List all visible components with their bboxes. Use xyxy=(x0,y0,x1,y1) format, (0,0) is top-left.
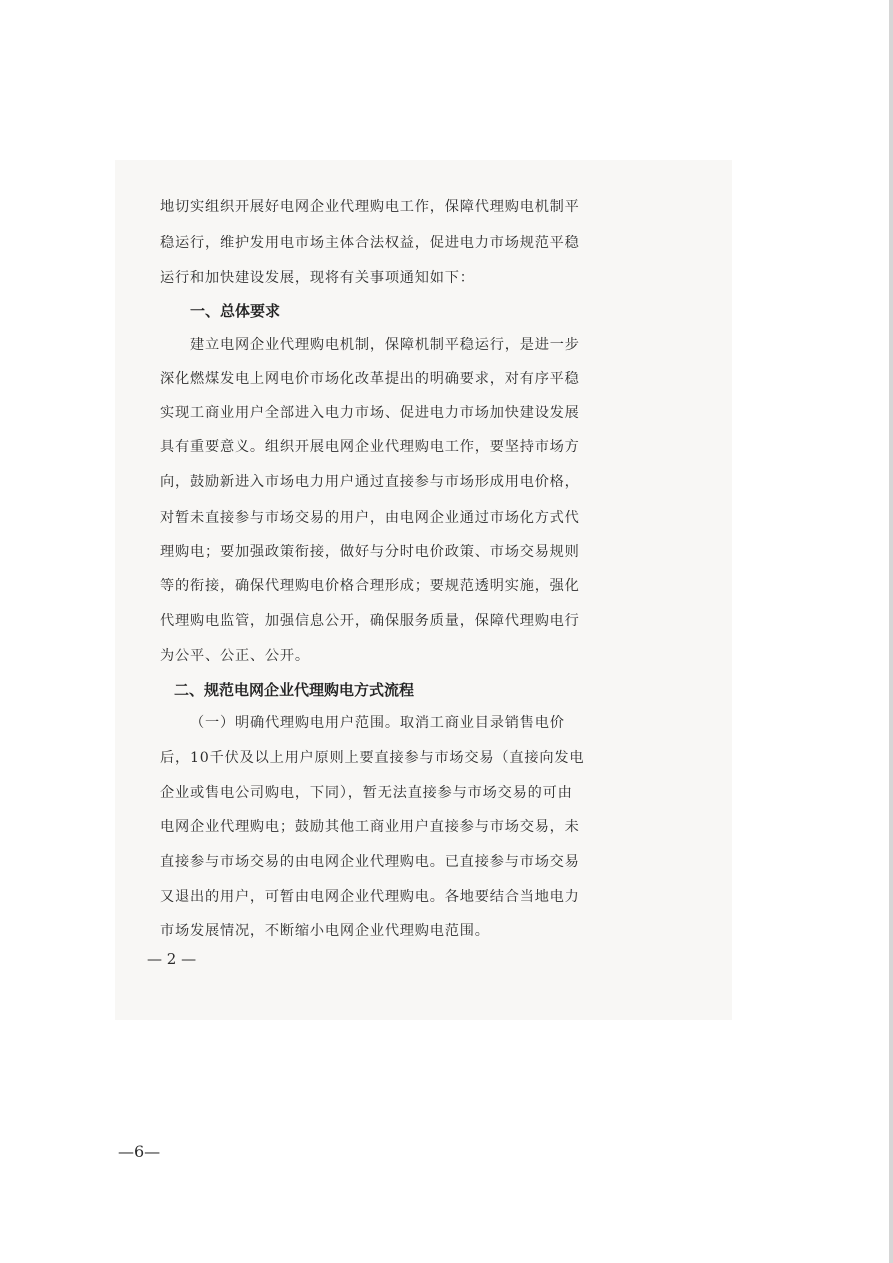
body-text-line: 稳运行，维护发用电市场主体合法权益，促进电力市场规范平稳 xyxy=(160,235,580,251)
body-text-line: 又退出的用户，可暂由电网企业代理购电。各地要结合当地电力 xyxy=(160,889,580,905)
body-text-line: 运行和加快建设发展，现将有关事项通知如下： xyxy=(160,270,475,286)
body-text-line: （一）明确代理购电用户范围。取消工商业目录销售电价 xyxy=(190,715,565,731)
inner-page-number: — 2 — xyxy=(147,950,197,968)
body-text-line: 深化燃煤发电上网电价市场化改革提出的明确要求，对有序平稳 xyxy=(160,371,580,387)
body-text-line: 企业或售电公司购电，下同），暂无法直接参与市场交易的可由 xyxy=(160,785,573,801)
page-edge xyxy=(889,0,893,1263)
body-text-line: 对暂未直接参与市场交易的用户，由电网企业通过市场化方式代 xyxy=(160,510,580,526)
body-text-line: 地切实组织开展好电网企业代理购电工作，保障代理购电机制平 xyxy=(160,199,580,215)
body-text-line: 后，10千伏及以上用户原则上要直接参与市场交易（直接向发电 xyxy=(160,750,585,766)
section-heading: 一、总体要求 xyxy=(190,302,281,320)
body-text-line: 具有重要意义。组织开展电网企业代理购电工作，要坚持市场方 xyxy=(160,439,580,455)
body-text-line: 实现工商业用户全部进入电力市场、促进电力市场加快建设发展 xyxy=(160,405,580,421)
section-heading: 二、规范电网企业代理购电方式流程 xyxy=(174,681,415,699)
body-text-line: 电网企业代理购电；鼓励其他工商业用户直接参与市场交易，未 xyxy=(160,819,580,835)
body-text-line: 理购电；要加强政策衔接，做好与分时电价政策、市场交易规则 xyxy=(160,544,580,560)
page-number: —6— xyxy=(118,1142,161,1161)
body-text-line: 建立电网企业代理购电机制，保障机制平稳运行，是进一步 xyxy=(190,337,580,353)
body-text-line: 代理购电监管，加强信息公开，确保服务质量，保障代理购电行 xyxy=(160,613,580,629)
body-text-line: 直接参与市场交易的由电网企业代理购电。已直接参与市场交易 xyxy=(160,854,580,870)
body-text-line: 市场发展情况，不断缩小电网企业代理购电范围。 xyxy=(160,923,490,939)
body-text-line: 为公平、公正、公开。 xyxy=(160,648,310,664)
body-text-line: 等的衔接，确保代理购电价格合理形成；要规范透明实施，强化 xyxy=(160,578,580,594)
body-text-line: 向，鼓励新进入市场电力用户通过直接参与市场形成用电价格， xyxy=(160,474,580,490)
